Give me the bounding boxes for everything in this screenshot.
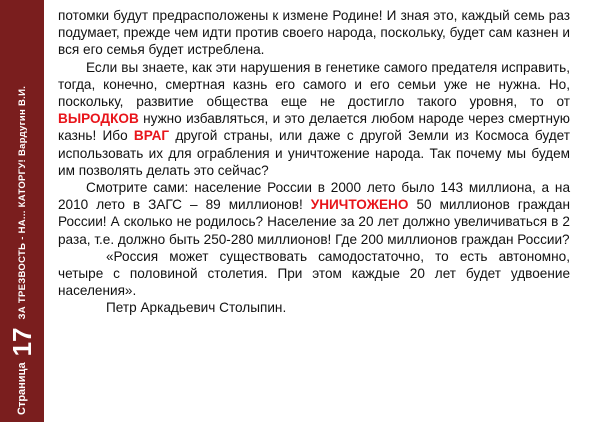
page-number: 17 <box>6 327 37 357</box>
quote-paragraph: «Россия может существовать самодостаточно, то есть автономно, четыре с половиной столетия. При этом каждые 20 лет будет удвоение населения». <box>58 248 570 299</box>
quote-author: Петр Аркадьевич Столыпин. <box>106 300 287 316</box>
book-header: ЗА ТРЕЗВОСТЬ - НА... КАТОРГУ! Вардугин В.И. <box>16 85 28 320</box>
highlight-vyrodkov: ВЫРОДКОВ <box>58 111 139 127</box>
page-label: Страница <box>16 362 28 415</box>
paragraph-2: Если вы знаете, как эти нарушения в генетике самого предателя исправить, тогда, конечно, смертная казнь его самого и его семьи уже не нужна. Но, поскольку, развитие общества еще не достигло такого уровня, то от ВЫРОДКОВ нужно избавляться, и это делается любом народе через смертную казнь! Ибо ВРАГ другой страны, или даже с другой Земли из Космоса будет использовать их для ограбления и уничтожение народа. Так почему мы будем им позволять делать это сейчас? <box>58 59 570 178</box>
highlight-vrag: ВРАГ <box>133 128 170 144</box>
sidebar-rotated-header <box>2 1 42 421</box>
highlight-unichtozheno: УНИЧТОЖЕНО <box>310 197 409 213</box>
document-body <box>58 7 570 317</box>
page-sidebar <box>0 0 44 422</box>
paragraph-3: Смотрите сами: население России в 2000 лето было 143 миллиона, а на 2010 лето в ЗАГС – 89 миллионов! УНИЧТОЖЕНО 50 миллионов граждан России! А сколько не родилось? Население за 20 лет должно увеличиваться в 2 раза, т.е. должно быть 250-280 миллионов! Где 200 миллионов граждан России? <box>58 180 570 247</box>
paragraph-1: потомки будут предрасположены к измене Родине! И зная это, каждый семь раз подумает, прежде чем идти против своего народа, поскольку, будет сам казнен и вся его семья будет истреблена. <box>58 8 570 58</box>
